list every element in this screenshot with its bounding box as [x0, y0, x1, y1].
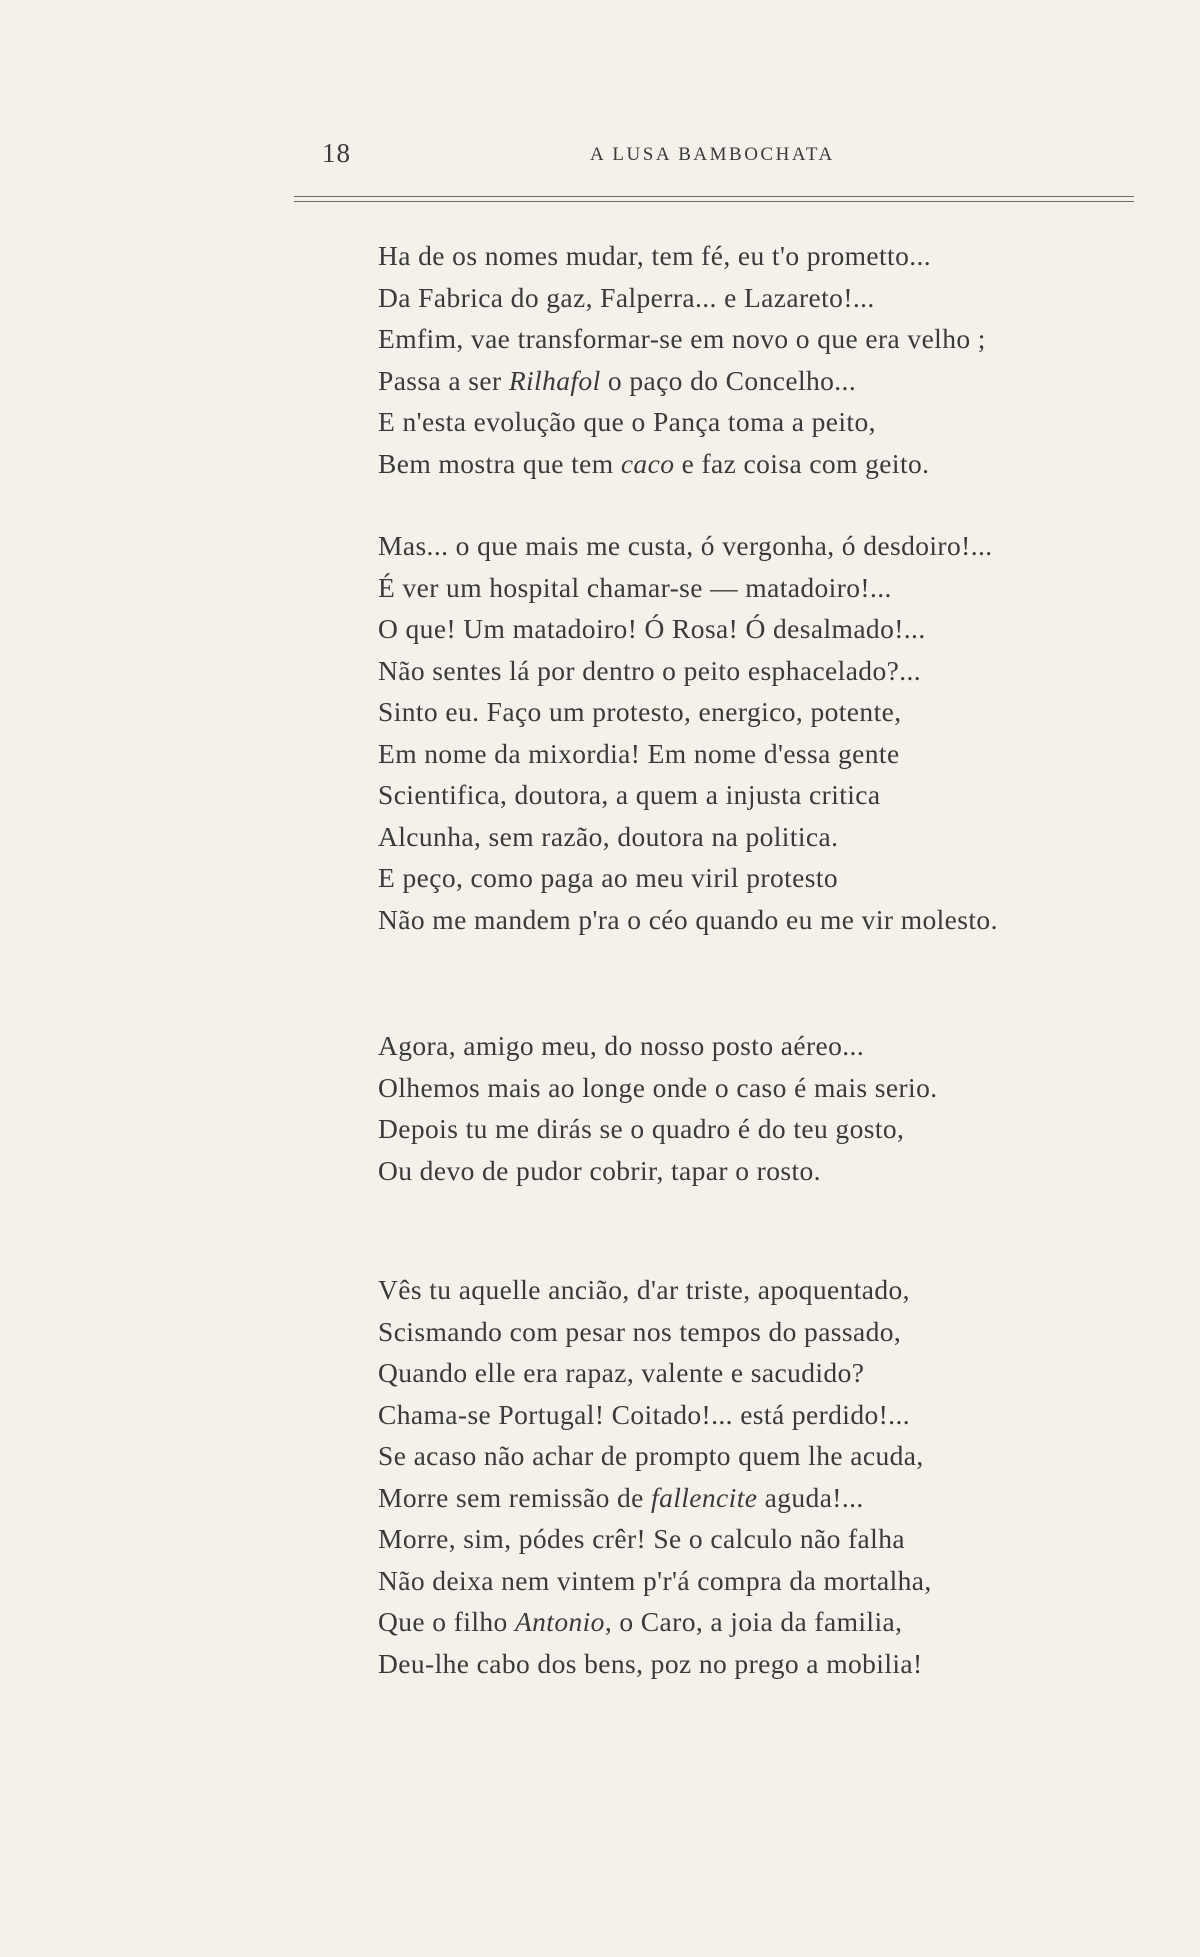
verse-text: Não deixa nem vintem p'r'á compra da mortalha,: [378, 1564, 932, 1596]
verse-text: Que o filho: [378, 1606, 515, 1637]
verse-line: [378, 650, 998, 692]
verse-text: E peço, como paga ao meu viril protesto: [378, 862, 839, 893]
verse-text: Não sentes lá por dentro o peito esphacelado?...: [378, 654, 922, 686]
italic-word: Antonio: [514, 1606, 605, 1637]
verse-line: [378, 401, 986, 443]
stanza-3: [378, 1025, 938, 1191]
verse-line: [378, 567, 998, 609]
verse-text: Scientifica, doutora, a quem a injusta critica: [378, 779, 881, 810]
verse-text: Depois tu me dirás se o quadro é do teu gosto,: [378, 1113, 905, 1144]
verse-text: Quando elle era rapaz, valente e sacudido?: [378, 1357, 865, 1388]
verse-line: [378, 1352, 932, 1394]
verse-text: Se acaso não achar de prompto quem lhe acuda,: [378, 1440, 924, 1471]
verse-text: Morre sem remissão de: [378, 1481, 652, 1513]
verse-text: Da Fabrica do gaz, Falperra... e Lazareto!...: [378, 281, 875, 313]
verse-line: [378, 816, 998, 858]
verse-line: [378, 1311, 932, 1353]
verse-text: Olhemos mais ao longe onde o caso é mais serio.: [378, 1071, 938, 1103]
verse-text: Emfim, vae transformar-se em novo o que era velho ;: [378, 323, 986, 354]
verse-line: [378, 774, 998, 816]
running-title: A LUSA BAMBOCHATA: [590, 144, 835, 165]
verse-line: [378, 1150, 938, 1192]
verse-text: Scismando com pesar nos tempos do passado,: [378, 1315, 902, 1347]
verse-text: Chama-se Portugal! Coitado!... está perdido!...: [378, 1398, 911, 1430]
verse-text: e faz coisa com geito.: [674, 447, 930, 479]
verse-line: [378, 525, 998, 567]
stanza-1: [378, 235, 986, 484]
verse-line: [378, 1477, 932, 1519]
verse-text: Mas... o que mais me custa, ó vergonha, ó desdoiro!...: [378, 530, 993, 561]
verse-line: [378, 608, 998, 650]
page-number: 18: [322, 138, 351, 168]
verse-text: o paço do Concelho...: [600, 364, 857, 396]
verse-text: Ou devo de pudor cobrir, tapar o rosto.: [378, 1154, 821, 1186]
verse-line: [378, 1518, 932, 1560]
verse-text: aguda!...: [757, 1481, 864, 1513]
verse-text: Passa a ser: [378, 364, 509, 396]
verse-line: [378, 1067, 938, 1109]
page-header: [0, 138, 1200, 178]
italic-word: Rilhafol: [508, 364, 601, 396]
verse-text: Ha de os nomes mudar, tem fé, eu t'o prometto...: [378, 240, 932, 271]
verse-line: [378, 360, 986, 402]
verse-text: Morre, sim, pódes crêr! Se o calculo não falha: [378, 1523, 905, 1554]
verse-text: Em nome da mixordia! Em nome d'essa gente: [378, 737, 900, 769]
verse-line: [378, 1643, 932, 1685]
italic-word: fallencite: [651, 1481, 758, 1513]
verse-line: [378, 1025, 938, 1067]
verse-text: , o Caro, a joia da familia,: [604, 1606, 903, 1637]
verse-line: [378, 1108, 938, 1150]
verse-text: E n'esta evolução que o Pança toma a peito,: [378, 406, 876, 437]
verse-text: Agora, amigo meu, do nosso posto aéreo...: [378, 1030, 865, 1061]
italic-word: caco: [620, 447, 675, 479]
verse-text: O que! Um matadoiro! Ó Rosa! Ó desalmado!...: [378, 613, 926, 644]
verse-text: Vês tu aquelle ancião, d'ar triste, apoquentado,: [378, 1274, 910, 1305]
verse-line: [378, 1269, 932, 1311]
verse-line: [378, 1601, 932, 1643]
header-rule-bottom: [294, 201, 1134, 202]
verse-line: [378, 318, 986, 360]
verse-text: Bem mostra que tem: [378, 447, 621, 479]
verse-line: [378, 277, 986, 319]
stanza-4: [378, 1269, 932, 1684]
verse-line: [378, 691, 998, 733]
verse-line: [378, 235, 986, 277]
verse-line: [378, 733, 998, 775]
verse-line: [378, 1435, 932, 1477]
verse-line: [378, 1560, 932, 1602]
header-rule-top: [294, 196, 1134, 197]
verse-text: Não me mandem p'ra o céo quando eu me vir molesto.: [378, 903, 998, 935]
stanza-2: [378, 525, 998, 940]
verse-line: [378, 1394, 932, 1436]
verse-line: [378, 857, 998, 899]
verse-text: Alcunha, sem razão, doutora na politica.: [378, 820, 839, 852]
verse-text: É ver um hospital chamar-se — matadoiro!...: [378, 571, 892, 603]
verse-text: Sinto eu. Faço um protesto, energico, potente,: [378, 696, 902, 727]
verse-text: Deu-lhe cabo dos bens, poz no prego a mobilia!: [378, 1647, 923, 1679]
verse-line: [378, 443, 986, 485]
verse-line: [378, 899, 998, 941]
